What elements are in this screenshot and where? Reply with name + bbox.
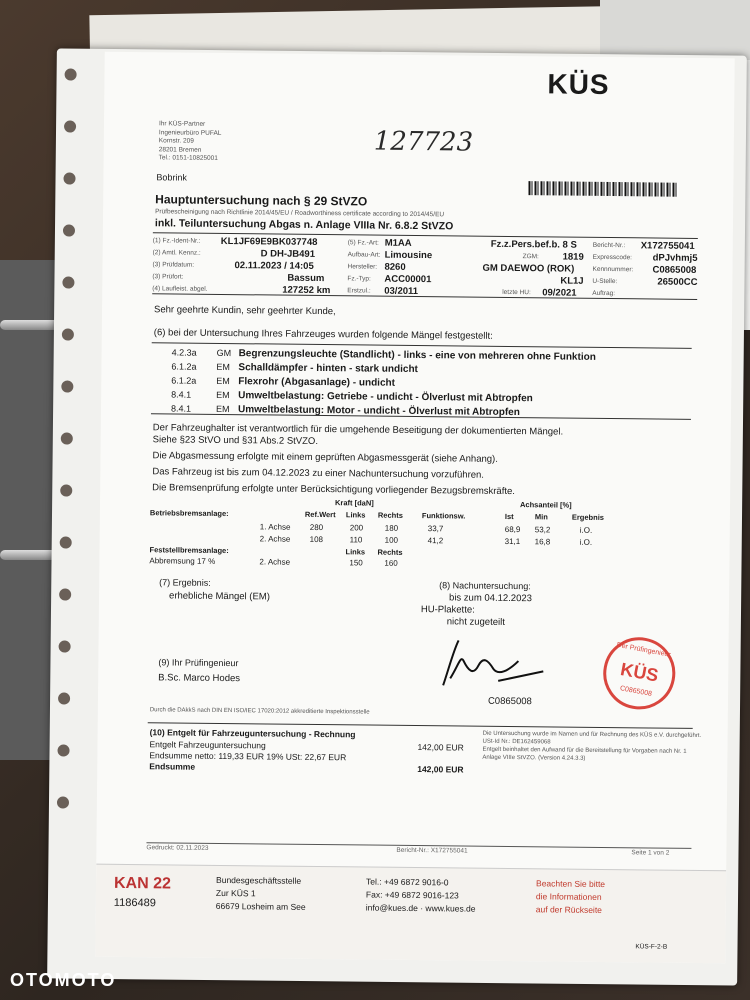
accreditation: Durch die DAkkS nach DIN EN ISO/IEC 17020:2012 akkreditierte Inspektionsstelle [149,707,370,716]
erstzul: 03/2011 [384,285,419,298]
km-label: (4) Laufleist. abgel. [152,285,208,293]
invoice-total: 142,00 EUR [417,764,464,775]
footer-warning: Beachten Sie bitte die Informationen auf der Rückseite [535,878,606,915]
zgm-label: ZGM: [522,253,539,261]
form-code: KÜS-F-2-B [635,943,668,951]
col-ergebnis: Ergebnis [571,512,605,522]
defects-intro: (6) bei der Untersuchung Ihres Fahrzeuges wurden folgende Mängel festgestellt: [153,327,493,342]
document-subtitle: Prüfbescheinigung nach Richtlinie 2014/45/EU / Roadworthiness certificate according to 2014/45/EU [155,208,445,219]
paragraph: Die Bremsenprüfung erfolgte unter Berücksichtigung vorliegender Bezugsbremskräfte. [152,482,516,498]
defect-row: 6.1.2a EM Schalldämpfer - hinten - stark undicht [171,361,418,376]
invoice-total-label: Endsumme [149,761,196,772]
defects-list [151,342,692,420]
col-ref: Ref.Wert [304,509,336,520]
invoice-line1-amount: 142,00 EUR [417,742,464,753]
vehicle-data-block [152,232,698,300]
kues-logo: KÜS [547,68,610,101]
place-label: (3) Prüfort: [152,273,184,281]
ingenieur-label: (9) Ihr Prüfingenieur [158,657,239,669]
binder-ring [0,320,60,330]
greeting: Sehr geehrte Kundin, sehr geehrter Kunde, [153,304,336,318]
footer-contact: Tel.: +49 6872 9016-0 Fax: +49 6872 9016-123 info@kues.de · www.kues.de [365,876,476,914]
place: Bassum [287,272,325,285]
invoice-line1: Entgelt Fahrzeuguntersuchung [149,739,266,751]
paragraph: Die Abgasmessung erfolgte mit einem geprüften Abgasmessgerät (siehe Anhang). [152,450,498,465]
typ: ACC00001 [384,273,432,286]
model: KL1J [560,275,584,287]
kenn-label: Kennnummer: [592,265,634,274]
inspection-report [95,52,734,964]
betrieb-label: Betriebsbremsanlage: [149,508,229,519]
paragraph: Das Fahrzeug ist bis zum 04.12.2023 zu einer Nachuntersuchung vorzuführen. [152,466,485,481]
defect-row: 6.1.2a EM Flexrohr (Abgasanlage) - undicht [171,375,396,389]
barcode [528,181,678,197]
express: dPJvhmj5 [652,252,698,264]
col-funktion: Funktionsw. [421,511,466,521]
km: 127252 km [282,284,331,297]
ergebnis-label: (7) Ergebnis: [159,577,211,588]
inspector-stamp: Der Prüfingenieur KÜS C0865008 [597,631,681,715]
plate: D DH-JB491 [260,248,316,260]
abbremsung: Abbremsung 17 % [149,556,216,566]
ustelle-label: U-Stelle: [592,277,618,286]
defect-row: 8.4.1 EM Umweltbelastung: Getriebe - undicht - Ölverlust mit Abtropfen [171,389,533,405]
date-label: (3) Prüfdatum: [152,261,195,269]
document-title: Hauptuntersuchung nach § 29 StVZO [155,192,368,209]
invoice-line2: Endsumme netto: 119,33 EUR 19% USt: 22,67 EUR [149,750,347,763]
kan-number: KAN 22 [113,874,172,893]
ingenieur-kenn: C0865008 [487,695,532,708]
print-line: Gedruckt: 02.11.2023 Bericht-Nr.: X172755041 Seite 1 von 2 [146,842,691,860]
otomoto-watermark: OTOMOTO [10,970,117,990]
ingenieur-name: B.Sc. Marco Hodes [158,672,241,685]
nachuntersuchung-date: bis zum 04.12.2023 [448,592,533,605]
achsanteil-header: Achsanteil [%] [519,500,572,510]
bericht: X172755041 [640,240,695,252]
fest-label: Feststellbremsanlage: [149,545,229,556]
typ-label: Fz.-Typ: [347,275,371,283]
erstzul-label: Erstzul.: [347,287,371,295]
brake-table: Kraft [daN] Achsanteil [%] Betriebsbremsanlage: Ref.Wert Links Rechts Funktionsw. Ist Min Ergebnis 1. Achse 280 200 180 33,7 68,9 53,2 i.O. 2. Achse 108 110 100 41,2 31,1 16,8 i.O. Feststellbremsanlage: Links Rechts Abbremsung 17 % 2. Achse 150 160 [149,498,605,568]
express-label: Expresscode: [592,253,633,262]
auftrag-label: Auftrag: [592,289,616,298]
owner-name: Bobrink [156,172,188,183]
nachuntersuchung-label: (8) Nachuntersuchung: [439,580,531,592]
aufbau-label: Aufbau-Art: [347,251,381,259]
hersteller-label: Hersteller: [347,263,378,271]
paragraph: Siehe §23 StVO und §31 Abs.2 StVZO. [152,434,319,447]
sleeve-holes [57,68,79,848]
col-min: Min [534,512,548,522]
ergebnis: erhebliche Mängel (EM) [169,590,270,603]
col-rechts: Rechts [377,510,403,520]
signature [438,630,549,696]
plakette-label: HU-Plakette: [420,604,475,616]
col-ist: Ist [504,511,514,522]
fzart: M1AA [384,237,412,249]
col-links: Links [345,510,366,520]
plate-label: (2) Amtl. Kennz.: [152,249,201,257]
invoice-block: (10) Entgelt für Fahrzeuguntersuchung - Rechnung Entgelt Fahrzeuguntersuchung 142,00 EUR Endsumme netto: 119,33 EUR 19% USt: 22,67 EUR Endsumme 142,00 EUR Die Untersuchung wurde im Namen und für Rechnung des KÜS e.V. durchgeführt. USt-Id Nr.: DE162459068 Entgelt beinhaltet den Aufwand für die Bereitstellung für Vorgaben nach Nr. 1 Anlage VIIIe StVZO. (Version 4.24.3.3) [147,722,693,783]
vin-label: (1) Fz.-Ident-Nr.: [152,237,201,245]
letzte-hu: 09/2021 [542,287,577,299]
document-footer [95,864,726,964]
aufbau: Limousine [384,249,433,262]
make: GM DAEWOO (ROK) [482,262,575,275]
kraft-header: Kraft [daN] [334,498,374,508]
invoice-title: (10) Entgelt für Fahrzeuguntersuchung - Rechnung [149,727,356,740]
document-subtitle-2: inkl. Teiluntersuchung Abgas n. Anlage VIIIa Nr. 6.8.2 StVZO [154,217,454,233]
fzart-label: (5) Fz.-Art: [347,239,379,247]
letzte-hu-label: letzte HU: [502,288,531,297]
bericht-label: Bericht-Nr.: [592,241,626,250]
ustelle: 26500CC [657,276,698,288]
defect-row: 8.4.1 EM Umweltbelastung: Motor - undicht - Ölverlust mit Abtropfen [170,403,520,419]
kenn: C0865008 [652,264,697,276]
hersteller: 8260 [384,261,406,273]
defect-row: 4.2.3a GM Begrenzungsleuchte (Standlicht) - links - eine von mehreren ohne Funktion [171,347,596,363]
plakette: nicht zugeteilt [446,616,505,628]
inspection-date: 02.11.2023 / 14:05 [234,260,314,272]
footer-address: Bundesgeschäftsstelle Zur KÜS 1 66679 Losheim am See [215,874,306,912]
zgm: 1819 [562,251,584,263]
partner-address: Ihr KÜS-Partner Ingenieurbüro PUFAL Kornstr. 209 28201 Bremen Tel.: 0151-10825001 [158,120,222,162]
paragraph: Der Fahrzeughalter ist verantwortlich für die umgehende Beseitigung der dokumentierten Mängel. [152,422,564,438]
document-number: 1186489 [113,896,156,910]
vin: KL1JF69E9BK037748 [220,235,318,248]
fzz: Fz.z.Pers.bef.b. 8 S [490,238,577,251]
handwritten-number: 127723 [373,126,474,158]
